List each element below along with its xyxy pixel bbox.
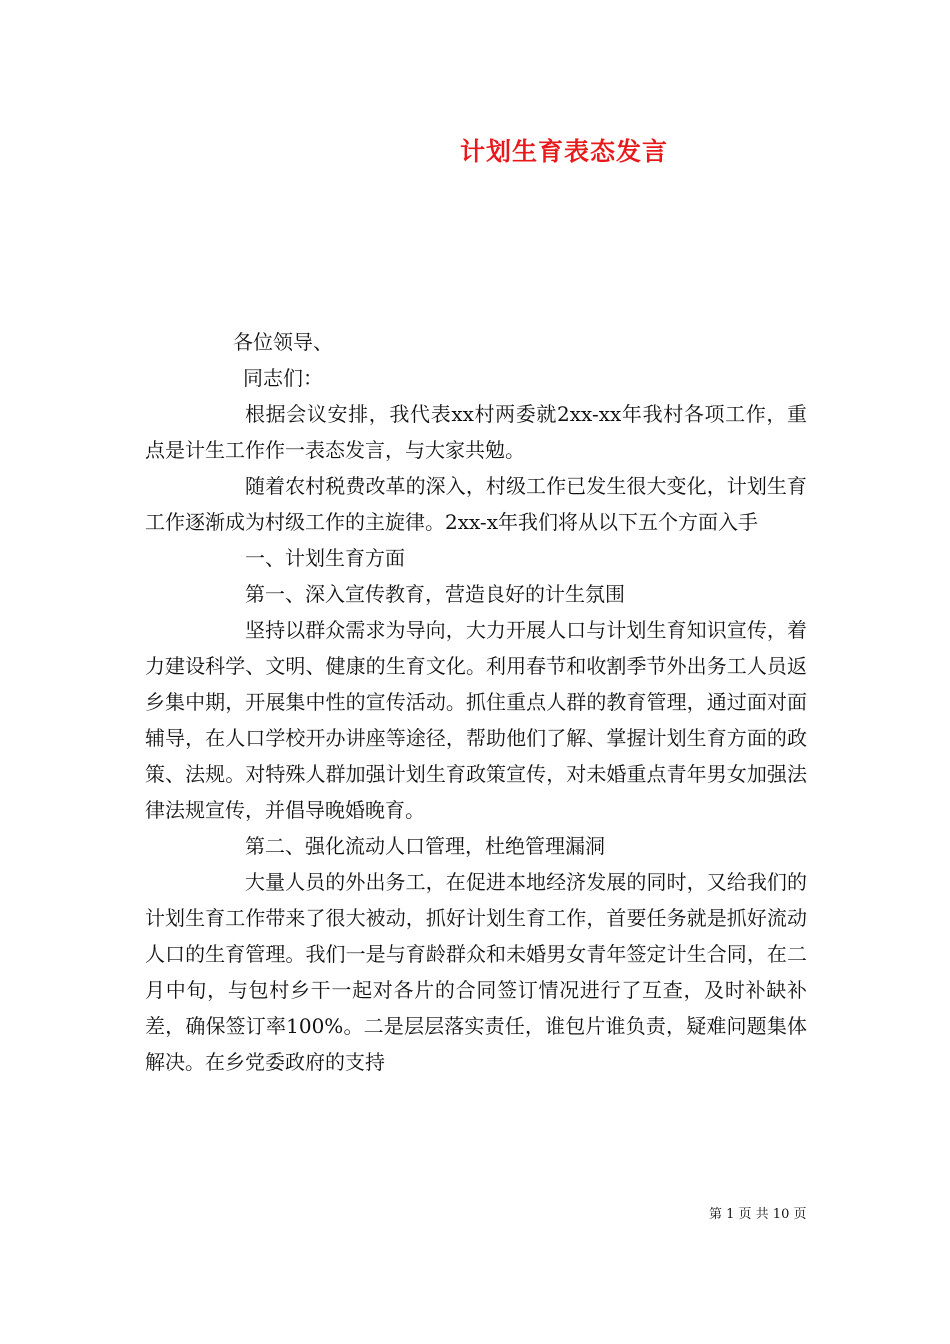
paragraph-propaganda: 坚持以群众需求为导向，大力开展人口与计划生育知识宣传，着力建设科学、文明、健康的生育文化。利用春节和收割季节外出务工人员返乡集中期，开展集中性的宣传活动。抓住重点人群的教育管理，通过面对面辅导，在人口学校开办讲座等途径，帮助他们了解、掌握计划生育方面的政策、法规。对特殊人群加强计划生育政策宣传，对未婚重点青年男女加强法律法规宣传，并倡导晚婚晚育。: [145, 618, 807, 822]
page-number: 第 1 页 共 10 页: [709, 1207, 807, 1222]
subsection-heading-2: 第二、强化流动人口管理，杜绝管理漏洞: [245, 834, 605, 858]
document-title: 计划生育表态发言: [459, 137, 668, 166]
salutation-comrades: 同志们：: [243, 366, 323, 390]
section-heading: 一、计划生育方面: [245, 546, 405, 570]
document-body: [145, 324, 807, 1080]
paragraph-context: 随着农村税费改革的深入，村级工作已发生很大变化，计划生育工作逐渐成为村级工作的主旋律。2xx-x年我们将从以下五个方面入手: [145, 474, 807, 534]
paragraph-intro: 根据会议安排，我代表xx村两委就2xx-xx年我村各项工作，重点是计生工作作一表态发言，与大家共勉。: [145, 402, 807, 462]
subsection-heading-1: 第一、深入宣传教育，营造良好的计生氛围: [245, 582, 625, 606]
paragraph-migrant-management: 大量人员的外出务工，在促进本地经济发展的同时，又给我们的计划生育工作带来了很大被动，抓好计划生育工作，首要任务就是抓好流动人口的生育管理。我们一是与育龄群众和未婚男女青年签定计生合同，在二月中旬，与包村乡干一起对各片的合同签订情况进行了互查，及时补缺补差，确保签订率100%。二是层层落实责任，谁包片谁负责，疑难问题集体解决。在乡党委政府的支持: [145, 870, 807, 1074]
salutation-leaders: 各位领导、: [233, 330, 333, 354]
